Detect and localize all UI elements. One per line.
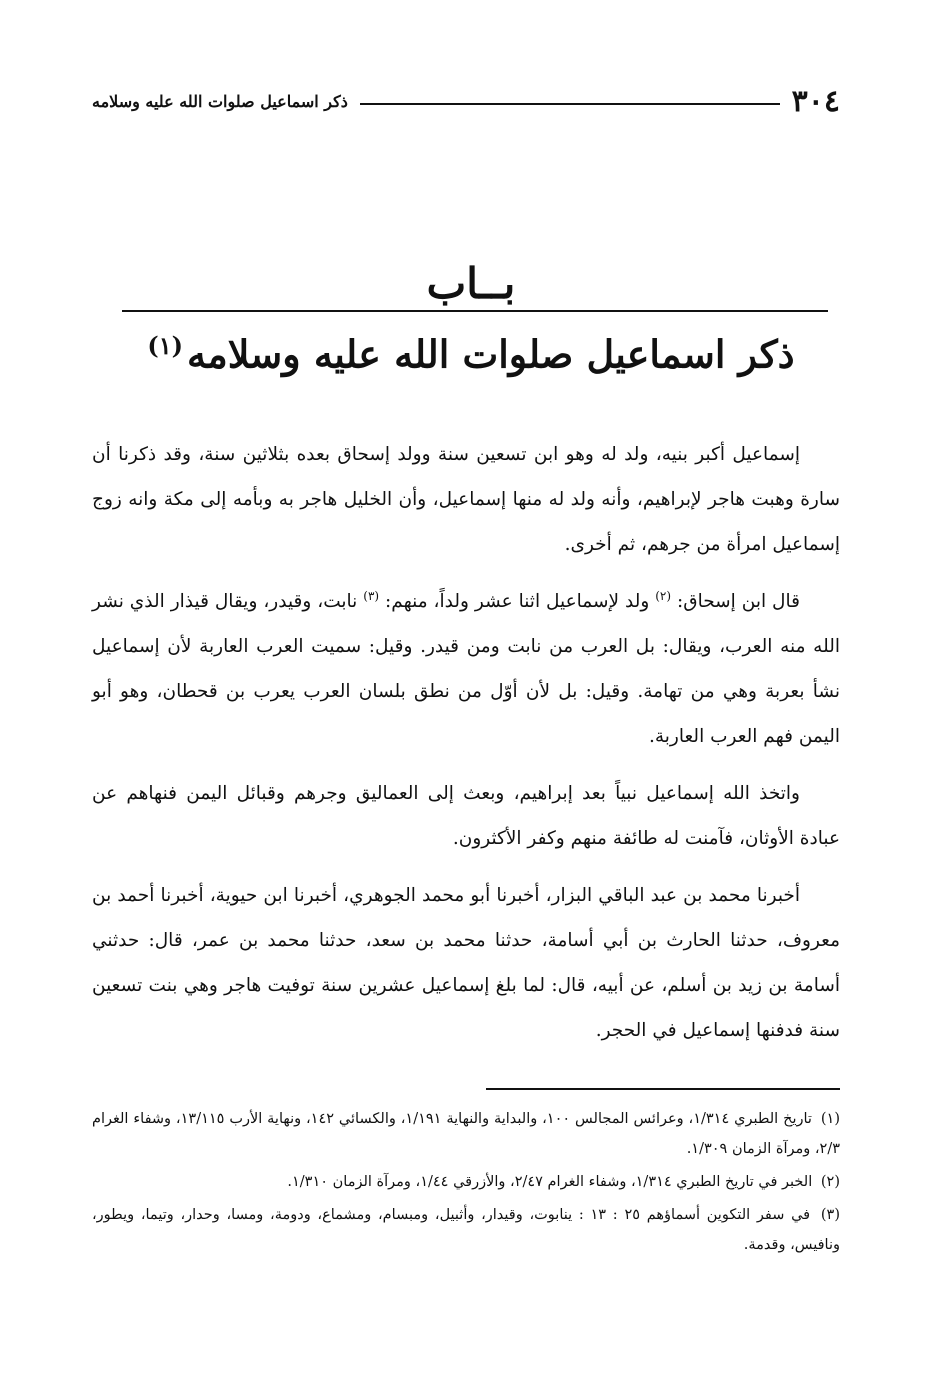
chapter-title-text: ذكر اسماعيل صلوات الله عليه وسلامه	[187, 331, 795, 377]
footnote-rule	[486, 1088, 840, 1090]
paragraph-3: واتخذ الله إسماعيل نبياً بعد إبراهيم، وبعث إلى العماليق وجرهم وقبائل اليمن فنهاهم عن عبادة الأوثان، فآمنت له طائفة منهم وكفر الأكثرون.	[92, 783, 840, 849]
footnote-1-text: تاريخ الطبري ١/٣١٤، وعرائس المجالس ١٠٠، والبداية والنهاية ١/١٩١، والكسائي ١٤٢، ونهاية الأرب ١٣/١١٥، وشفاء الغرام ٢/٣، ومرآة الزمان ١/٣٠٩.	[92, 1111, 840, 1157]
page-number: ٣٠٤	[791, 84, 840, 119]
header-rule	[360, 103, 780, 105]
paragraph-2-part-c: نابت، وقيدر، ويقال قيذار الذي نشر الله منه العرب، ويقال: بل العرب من نابت ومن قيدر. وقيل: سميت العرب العاربة لأن إسماعيل نشأ بعربة وهي من تهامة. وقيل: بل لأن أوّل من نطق بلسان العرب يعرب بن قحطان، وهو أبو اليمن فهم العرب العاربة.	[92, 591, 840, 747]
paragraph-1: إسماعيل أكبر بنيه، ولد له وهو ابن تسعين سنة وولد إسحاق بعده بثلاثين سنة، وقد ذكرنا أن سارة وهبت هاجر لإبراهيم، وأنه ولد له منها إسماعيل، وأن الخليل هاجر به وبأمه إلى مكة وانه زوج إسماعيل امرأة من جرهم، ثم أخرى.	[92, 444, 840, 555]
running-header	[92, 82, 840, 122]
footnote-1-marker: (١)	[820, 1111, 840, 1127]
paragraph-4: أخبرنا محمد بن عبد الباقي البزار، أخبرنا أبو محمد الجوهري، أخبرنا ابن حيوية، أخبرنا أحمد بن معروف، حدثنا الحارث بن أبي أسامة، حدثنا محمد بن سعد، حدثنا محمد بن عمر، قال: حدثني أسامة بن زيد بن أسلم، عن أبيه، قال: لما بلغ إسماعيل عشرين سنة توفيت هاجر وهي بنت تسعين سنة فدفنها إسماعيل في الحجر.	[92, 885, 840, 1041]
footnote-3-marker: (٣)	[820, 1207, 840, 1223]
chapter-rule	[122, 310, 828, 312]
body-text	[92, 432, 840, 1065]
chapter-title	[0, 318, 942, 383]
footnote-2-marker: (٢)	[820, 1174, 840, 1190]
footnote-2	[92, 1167, 840, 1197]
paragraph-2-part-b: ولد لإسماعيل اثنا عشر ولداً، منهم:	[385, 591, 650, 612]
footnote-3	[92, 1200, 840, 1260]
footnote-3-text: في سفر التكوين أسماؤهم ٢٥ : ١٣ : ينابوت، وقيدار، وأثبيل، ومبسام، ومشماع، ودومة، ومسا، وحدار، وتيما، ويطور، ونافيس، وقدمة.	[92, 1207, 840, 1253]
footnote-1	[92, 1104, 840, 1164]
footnote-2-text: الخبر في تاريخ الطبري ١/٣١٤، وشفاء الغرام ٢/٤٧، والأزرقي ١/٤٤، ومرآة الزمان ١/٣١٠.	[287, 1174, 813, 1190]
footnote-ref-3: (٣)	[363, 588, 380, 603]
paragraph-2	[92, 579, 840, 759]
footnote-ref-2: (٢)	[655, 588, 672, 603]
footnotes	[92, 1104, 840, 1263]
paragraph-2-part-a: قال ابن إسحاق:	[677, 591, 800, 612]
chapter-label: بــاب	[426, 259, 516, 308]
chapter-note-marker: (١)	[147, 331, 184, 360]
running-title: ذكر اسماعيل صلوات الله عليه وسلامه	[92, 92, 348, 111]
